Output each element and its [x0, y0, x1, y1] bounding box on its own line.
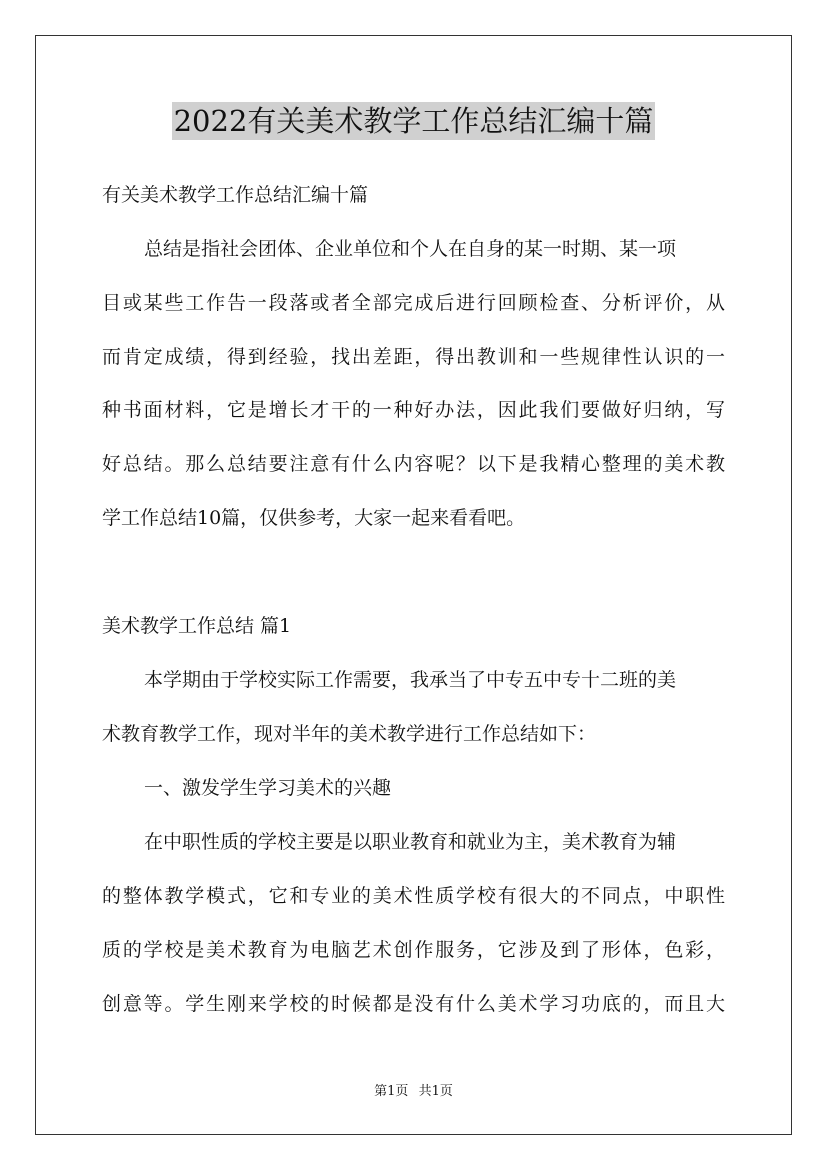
title-wrapper [0, 102, 827, 140]
section-para2-line-2: 的整体教学模式，它和专业的美术性质学校有很大的不同点，中职性 [102, 885, 725, 907]
section-para1-line-1: 本学期由于学校实际工作需要，我承当了中专五中专十二班的美 [144, 669, 677, 691]
page-total: 共1页 [418, 1084, 453, 1099]
page-number: 第1页 [374, 1084, 409, 1099]
point-heading: 一、激发学生学习美术的兴趣 [144, 777, 392, 799]
intro-line-4: 种书面材料，它是增长才干的一种好办法，因此我们要做好归纳，写 [102, 399, 725, 421]
section-para2-line-1: 在中职性质的学校主要是以职业教育和就业为主，美术教育为辅 [144, 831, 677, 853]
intro-line-6: 学工作总结10篇，仅供参考，大家一起来看看吧。 [102, 507, 526, 529]
intro-line-2: 目或某些工作告一段落或者全部完成后进行回顾检查、分析评价，从 [102, 292, 725, 314]
document-subtitle: 有关美术教学工作总结汇编十篇 [102, 184, 369, 206]
section-para2-line-3: 质的学校是美术教育为电脑艺术创作服务，它涉及到了形体，色彩， [102, 939, 725, 961]
intro-line-1: 总结是指社会团体、企业单位和个人在自身的某一时期、某一项 [144, 238, 677, 260]
section-heading: 美术教学工作总结 篇1 [102, 615, 292, 637]
section-para1-line-2: 术教育教学工作，现对半年的美术教学进行工作总结如下： [102, 723, 597, 745]
section-para2-line-4: 创意等。学生刚来学校的时候都是没有什么美术学习功底的，而且大 [102, 993, 725, 1015]
document-title: 2022有关美术教学工作总结汇编十篇 [173, 104, 654, 138]
intro-line-5: 好总结。那么总结要注意有什么内容呢？以下是我精心整理的美术教 [102, 453, 725, 475]
page-footer [0, 1083, 827, 1101]
intro-line-3: 而肯定成绩，得到经验，找出差距，得出教训和一些规律性认识的一 [102, 346, 725, 368]
